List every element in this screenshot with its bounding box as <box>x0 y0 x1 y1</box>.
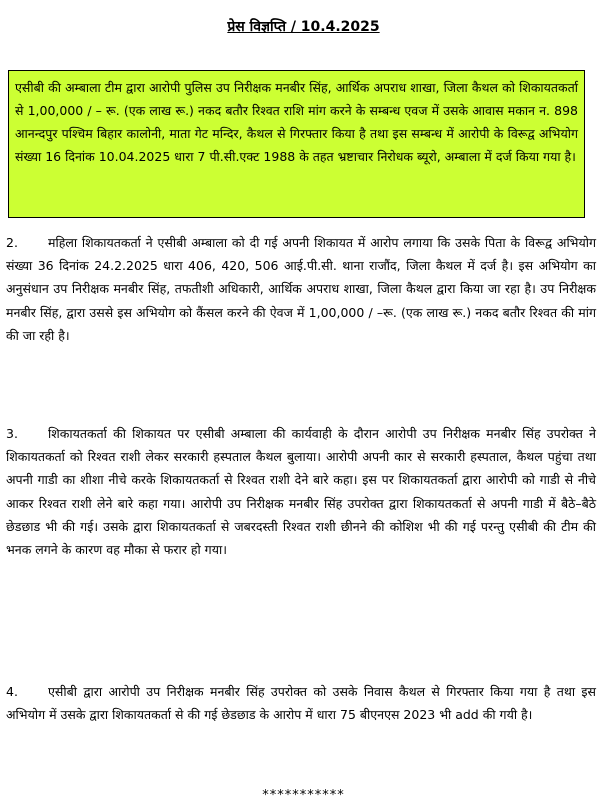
paragraph-text: एसीबी द्वारा आरोपी उप निरीक्षक मनबीर सिंह उपरोक्त को उसके निवास कैथल से गिरफ्तार किया गया है तथा इस अभियोग में उसके द्वारा शिकायतकर्ता से की गई छेडछाड के आरोप में धारा 75 बीएनएस 2023 भी add की गयी है। <box>6 684 596 723</box>
paragraph-4 <box>6 680 596 726</box>
paragraph-text: महिला शिकायतकर्ता ने एसीबी अम्बाला को दी गई अपनी शिकायत में आरोप लगाया कि उसके पिता के विरूद्व अभियोग संख्या 36 दिनांक 24.2.2025 धारा 406, 420, 506 आई.पी.सी. थाना राजौंद, जिला कैथल में दर्ज है। इस अभियोग का अनुसंधान उप निरीक्षक मनबीर सिंह, तफतीशी अधिकारी, आर्थिक अपराध शाखा, जिला कैथल द्वारा किया जा रहा है। उप निरीक्षक मनबीर सिंह, द्वारा उससे इस अभियोग को कैंसल करने की ऐवज में 1,00,000 / –रू. (एक लाख रू.) नकद बतौर रिश्वत की मांग की जा रही है। <box>6 235 596 343</box>
paragraph-number: 2. <box>6 235 18 250</box>
paragraph-2 <box>6 231 596 347</box>
end-marker: *********** <box>262 788 345 803</box>
paragraph-number: 4. <box>6 684 18 699</box>
highlighted-summary: एसीबी की अम्बाला टीम द्वारा आरोपी पुलिस उप निरीक्षक मनबीर सिंह, आर्थिक अपराध शाखा, जिला कैथल को शिकायतकर्ता से 1,00,000 / – रू. (एक लाख रू.) नकद बतौर रिश्वत राशि मांग करने के सम्बन्ध एवज में उसके आवास मकान न. 898 आनन्दपुर पश्चिम बिहार कालोनी, माता गेट मन्दिर, कैथल से गिरफ्तार किया है तथा इस सम्बन्ध में आरोपी के विरूद्व अभियोग संख्या 16 दिनांक 10.04.2025 धारा 7 पी.सी.एक्ट 1988 के तहत भ्रष्टाचार निरोधक ब्यूरो, अम्बाला में दर्ज किया गया है। <box>8 70 585 218</box>
document-title: प्रेस विज्ञप्ति / 10.4.2025 <box>227 19 380 35</box>
paragraph-3 <box>6 422 596 561</box>
paragraph-text: शिकायतकर्ता की शिकायत पर एसीबी अम्बाला की कार्यवाही के दौरान आरोपी उप निरीक्षक मनबीर सिंह उपरोक्त ने शिकायतकर्ता को रिश्वत राशी लेकर सरकारी हस्पताल कैथल बुलाया। आरोपी अपनी कार से सरकारी हस्पताल, कैथल पहुंचा तथा अपनी गाडी का शीशा नीचे करके शिकायतकर्ता से रिश्वत राशी देने बारे कहा। इस पर शिकायतकर्ता द्वारा आरोपी को गाडी से नीचे आकर रिश्वत राशी लेने बारे कहा गया। आरोपी उप निरीक्षक मनबीर सिंह उपरोक्त द्वारा शिकायतकर्ता से अपनी गाडी में बैठे–बैठे छेडछाड भी की गई। उसके द्वारा शिकायतकर्ता से जबरदस्ती रिश्वत राशी छीनने की कोशिश भी की गई परन्तु एसीबी की टीम की भनक लगने के कारण वह मौका से फरार हो गया। <box>6 426 596 558</box>
paragraph-number: 3. <box>6 426 18 441</box>
